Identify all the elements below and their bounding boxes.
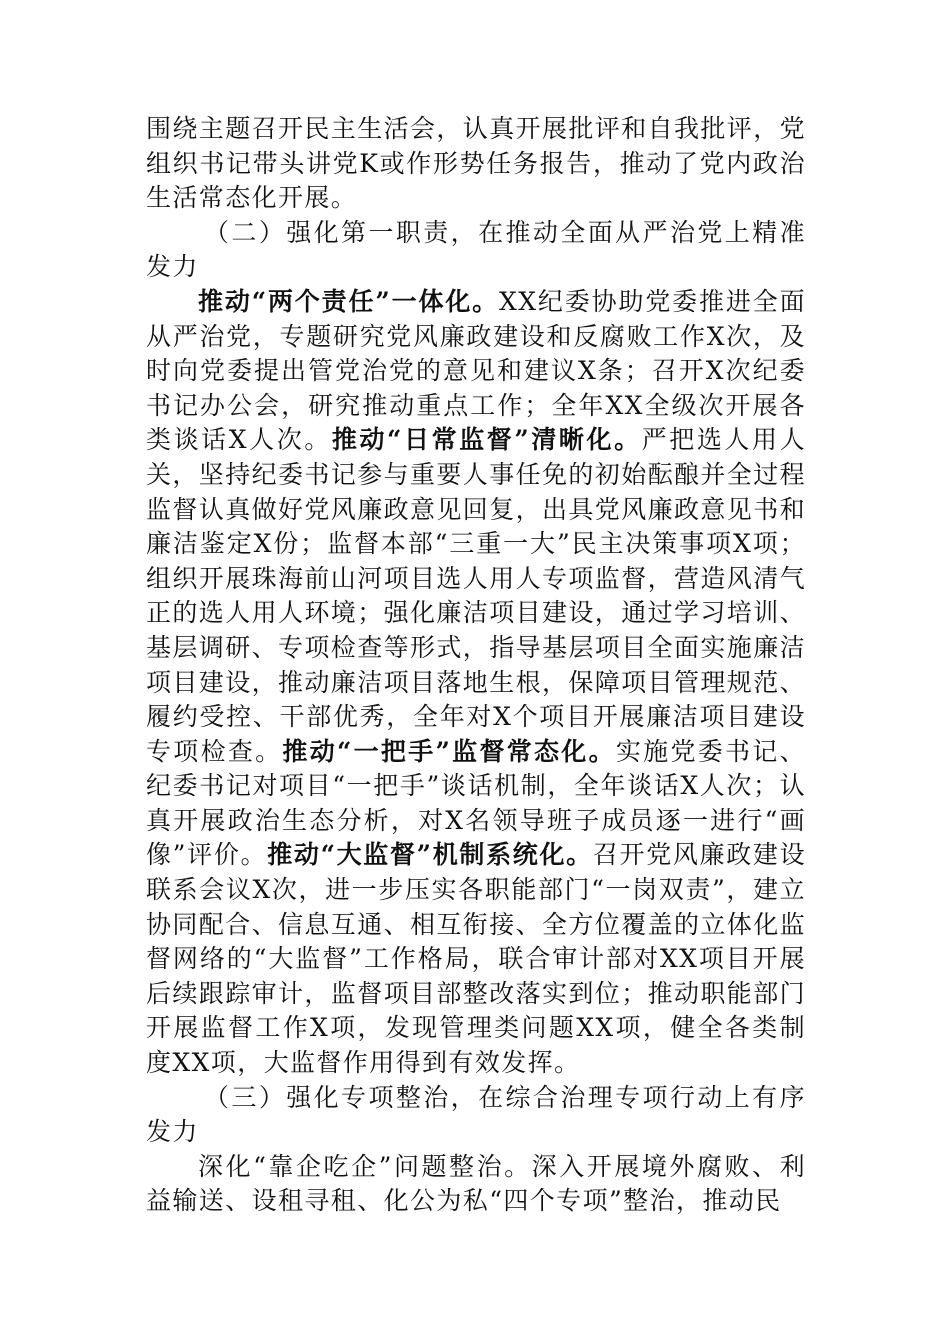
bold-lead-two-responsibilities: 推动“两个责任”一体化。: [198, 286, 500, 316]
paragraph-text: 召开党风廉政建设联系会议X次，进一步压实各职能部门“一岗双责”，建立协同配合、信息互通、相互衔接、全方位覆盖的立体化监督网络的“大监督”工作格局，联合审计部对XX项目开展后续跟踪审计，监督项目部整改落实到位；推动职能部门开展监督工作X项，发现管理类问题XX项，健全各类制度XX项，大监督作用得到有效发挥。: [146, 840, 807, 1078]
paragraph-text: 实施党委书记、纪委书记对项目“一把手”谈话机制，全年谈话X人次；认真开展政治生态分析，对X名领导班子成员逐一进行“画像”评价。: [146, 736, 806, 870]
bold-lead-big-supervision: 推动“大监督”机制系统化。: [267, 840, 593, 870]
paragraph-text: XX纪委协助党委推进全面从严治党，专题研究党风廉政建设和反腐败工作X次，及时向党委提出管党治党的意见和建议X条；召开X次纪委书记办公会，研究推动重点工作；全年XX全级次开展各类谈话X人次。: [146, 286, 807, 455]
document-body: [146, 112, 806, 1219]
section-heading-3: （三）强化专项整治，在综合治理专项行动上有序发力: [146, 1082, 806, 1147]
section-heading-2: （二）强化第一职责，在推动全面从严治党上精准发力: [146, 217, 806, 282]
bold-lead-daily-supervision: 推动“日常监督”清晰化。: [331, 425, 642, 455]
paragraph-section-3: 深化“靠企吃企”问题整治。深入开展境外腐败、利益输送、设租寻租、化公为私“四个专项”整治，推动民: [146, 1151, 806, 1216]
paragraph-section-2: [146, 285, 806, 1081]
paragraph-intro-continuation: 围绕主题召开民主生活会，认真开展批评和自我批评，党组织书记带头讲党K或作形势任务报告，推动了党内政治生活常态化开展。: [146, 114, 807, 213]
paragraph-text: 严把选人用人关，坚持纪委书记参与重要人事任免的初始酝酿并全过程监督认真做好党风廉政意见回复，出具党风廉政意见书和廉洁鉴定X份；监督本部“三重一大”民主决策事项X项；组织开展珠海前山河项目选人用人专项监督，营造风清气正的选人用人环境；强化廉洁项目建设，通过学习培训、基层调研、专项检查等形式，指导基层项目全面实施廉洁项目建设，推动廉洁项目落地生根，保障项目管理规范、履约受控、干部优秀，全年对X个项目开展廉洁项目建设专项检查。: [146, 425, 807, 766]
bold-lead-top-leader-supervision: 推动“一把手”监督常态化。: [282, 736, 616, 766]
